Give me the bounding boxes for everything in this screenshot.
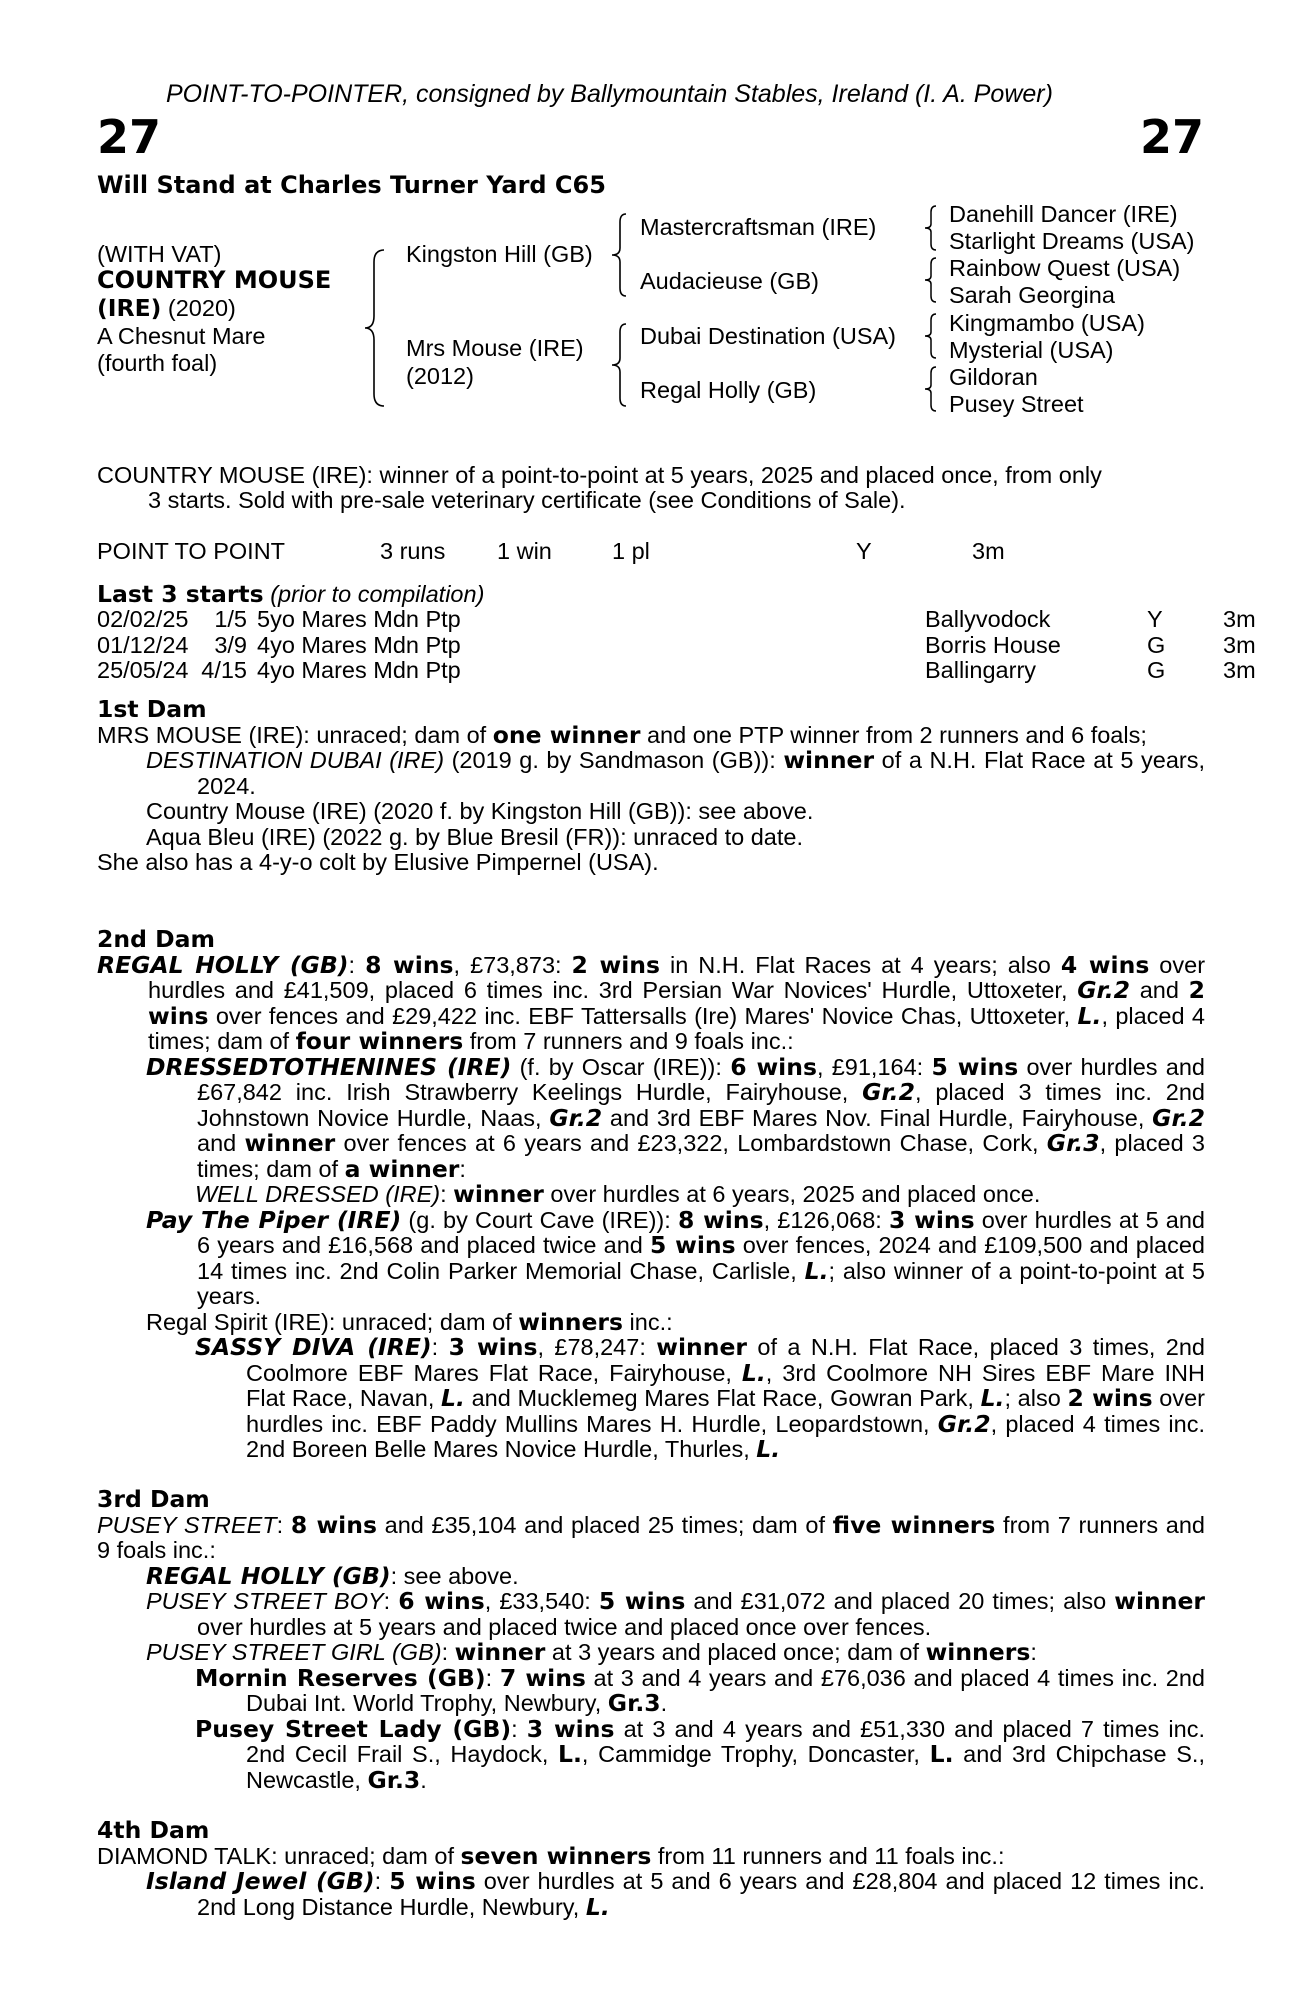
horse-name-suffix: (IRE) (2020) — [97, 294, 236, 322]
ggp-8: Pusey Street — [949, 391, 1084, 417]
pedigree-brace-main — [362, 248, 392, 408]
pedigree-brace-dam — [608, 322, 634, 408]
pedigree-brace-g1 — [920, 204, 942, 252]
produce-entry: PUSEY STREET BOY: 6 wins, £33,540: 5 wins and £31,072 and placed 20 times; also winner over hurdles at 5 years and placed twice and placed once over fences. — [146, 1587, 1206, 1640]
ptp-label: POINT TO POINT — [97, 538, 286, 564]
start-row: 25/05/24 4/15 4yo Mares Mdn Ptp Ballingarry G 3m — [97, 657, 1256, 683]
ptp-placed: 1 pl — [612, 538, 650, 564]
produce-entry: Mornin Reserves (GB): 7 wins at 3 and 4 years and £76,036 and placed 4 times inc. 2nd Dubai Int. World Trophy, Newbury, Gr.3. — [195, 1663, 1205, 1717]
dam-year: (2012) — [406, 363, 474, 389]
produce-entry: Regal Spirit (IRE): unraced; dam of winners inc.: — [146, 1307, 673, 1336]
pedigree-brace-g2 — [920, 256, 942, 304]
sire-dam: Audacieuse (GB) — [640, 268, 819, 294]
ggp-5: Kingmambo (USA) — [949, 310, 1145, 336]
produce-entry: Aqua Bleu (IRE) (2022 g. by Blue Bresil (FR)): unraced to date. — [146, 823, 804, 850]
produce-note: She also has a 4-y-o colt by Elusive Pimpernel (USA). — [97, 849, 659, 875]
produce-entry: Country Mouse (IRE) (2020 f. by Kingston Hill (GB)): see above. — [146, 798, 814, 824]
produce-entry: DESTINATION DUBAI (IRE) (2019 g. by Sandmason (GB)): winner of a N.H. Flat Race at 5 years, 2024. — [146, 746, 1205, 799]
ggp-3: Rainbow Quest (USA) — [949, 255, 1181, 281]
first-dam-section: 1st Dam MRS MOUSE (IRE): unraced; dam of one winner and one PTP winner from 2 runners and 6 foals; DESTINATION DUBAI (IRE) (2019 g. by Sandmason (GB)): winner of a N.H. Flat Race at 5 years, 2024. Country Mouse (IRE) (2020 f. by Kingston Hill (GB)): see above. Aqua Bleu (IRE) (2022 g. by Blue Bresil (FR)): unraced to date. She also has a 4-y-o colt by Elusive Pimpernel (USA). — [97, 695, 1205, 875]
dam-entry: PUSEY STREET: 8 wins and £35,104 and placed 25 times; dam of five winners from 7 runners and 9 foals inc.: — [97, 1510, 1205, 1563]
summary-line-2: 3 starts. Sold with pre-sale veterinary certificate (see Conditions of Sale). — [148, 487, 906, 513]
dam-sire: Dubai Destination (USA) — [640, 323, 896, 349]
last-starts-table — [97, 607, 1256, 684]
produce-entry: DRESSEDTOTHENINES (IRE) (f. by Oscar (IRE)): 6 wins, £91,164: 5 wins over hurdles and £67,842 inc. Irish Strawberry Keelings Hurdle, Fairyhouse, Gr.2, placed 3 times inc. 2nd Johnstown Novice Hurdle, Naas, Gr.2 and 3rd EBF Mares Nov. Final Hurdle, Fairyhouse, Gr.2 and winner over fences at 6 years and £23,322, Lombardstown Chase, Cork, Gr.3, placed 3 times; dam of a winner: — [146, 1052, 1205, 1183]
start-row: 01/12/24 3/9 4yo Mares Mdn Ptp Borris House G 3m — [97, 631, 1256, 658]
vat-note: (WITH VAT) — [97, 241, 222, 267]
pedigree-brace-g3 — [920, 312, 942, 360]
ptp-runs: 3 runs — [380, 538, 446, 564]
consignor-line: POINT-TO-POINTER, consigned by Ballymountain Stables, Ireland (I. A. Power) — [166, 80, 1053, 108]
produce-entry: Pay The Piper (IRE) (g. by Court Cave (IRE)): 8 wins, £126,068: 3 wins over hurdles at 5 and 6 years and £16,568 and placed twice and 5 wins over fences, 2024 and £109,500 and placed 14 times inc. 2nd Colin Parker Memorial Chase, Carlisle, L.; also winner of a point-to-point at 5 years. — [146, 1205, 1206, 1309]
sire-sire: Mastercraftsman (IRE) — [640, 214, 877, 240]
dam-dam: Regal Holly (GB) — [640, 377, 817, 403]
fourth-dam-section: 4th Dam DIAMOND TALK: unraced; dam of seven winners from 11 runners and 11 foals inc.: Island Jewel (GB): 5 wins over hurdles at 5 and 6 years and £28,804 and placed 12 times inc. 2nd Long Distance Hurdle, Newbury, L. — [97, 1816, 1205, 1921]
horse-name: COUNTRY MOUSE — [97, 266, 332, 294]
dam: Mrs Mouse (IRE) — [406, 335, 584, 361]
horse-description: A Chesnut Mare — [97, 323, 266, 349]
ggp-4: Sarah Georgina — [949, 282, 1115, 308]
ptp-wins: 1 win — [497, 538, 552, 564]
sire: Kingston Hill (GB) — [406, 241, 593, 267]
produce-entry: PUSEY STREET GIRL (GB): winner at 3 years and placed once; dam of winners: — [146, 1638, 1037, 1666]
lot-number-left: 27 — [97, 110, 162, 164]
produce-entry: SASSY DIVA (IRE): 3 wins, £78,247: winner of a N.H. Flat Race, placed 3 times, 2nd Coolmore EBF Mares Flat Race, Fairyhouse, L., 3rd Coolmore NH Sires EBF Mare INH Flat Race, Navan, L. and Mucklemeg Mares Flat Race, Gowran Park, L.; also 2 wins over hurdles inc. EBF Paddy Mullins Mares H. Hurdle, Leopardstown, Gr.2, placed 4 times inc. 2nd Boreen Belle Mares Novice Hurdle, Thurles, L. — [195, 1333, 1206, 1463]
dam-entry: DIAMOND TALK: unraced; dam of seven winners from 11 runners and 11 foals inc.: — [97, 1841, 1005, 1870]
start-row: 02/02/25 1/5 5yo Mares Mdn Ptp Ballyvodock Y 3m — [97, 606, 1256, 632]
third-dam-section: 3rd Dam PUSEY STREET: 8 wins and £35,104 and placed 25 times; dam of five winners from 7 runners and 9 foals inc.: REGAL HOLLY (GB): see above. PUSEY STREET BOY: 6 wins, £33,540: 5 wins and £31,072 and placed 20 times; also winner over hurdles at 5 years and placed twice and placed once over fences. PUSEY STREET GIRL (GB): winner at 3 years and placed once; dam of winners: Mornin Reserves (GB): 7 wins at 3 and 4 years and £76,036 and placed 4 times inc. 2nd Dubai Int. World Trophy, Newbury, Gr.3. Pusey Street Lady (GB): 3 wins at 3 and 4 years and £51,330 and placed 7 times inc. 2nd Cecil Frail S., Haydock, L., Cammidge Trophy, Doncaster, L. and 3rd Chipchase S., Newcastle, Gr.3. — [97, 1485, 1206, 1794]
ptp-going: Y — [856, 538, 872, 564]
ggp-2: Starlight Dreams (USA) — [949, 228, 1195, 254]
summary-line-1: COUNTRY MOUSE (IRE): winner of a point-to-point at 5 years, 2025 and placed once, from only — [97, 462, 1102, 488]
produce-entry: Island Jewel (GB): 5 wins over hurdles at 5 and 6 years and £28,804 and placed 12 times inc. 2nd Long Distance Hurdle, Newbury, L. — [146, 1867, 1205, 1921]
produce-entry: Pusey Street Lady (GB): 3 wins at 3 and 4 years and £51,330 and placed 7 times inc. 2nd Cecil Frail S., Haydock, L., Cammidge Trophy, Doncaster, L. and 3rd Chipchase S., Newcastle, Gr.3. — [195, 1714, 1205, 1794]
ggp-6: Mysterial (USA) — [949, 337, 1114, 363]
foal-number: (fourth foal) — [97, 350, 218, 376]
pedigree-brace-sire — [608, 212, 634, 298]
pedigree-brace-g4 — [920, 365, 942, 413]
lot-number-right: 27 — [1140, 110, 1205, 164]
second-dam-section: 2nd Dam REGAL HOLLY (GB): 8 wins, £73,873: 2 wins in N.H. Flat Races at 4 years; also 4 wins over hurdles and £41,509, placed 6 times inc. 3rd Persian War Novices' Hurdle, Uttoxeter, Gr.2 and 2 wins over fences and £29,422 inc. EBF Tattersalls (Ire) Mares' Novice Chas, Uttoxeter, L., placed 4 times; dam of four winners from 7 runners and 9 foals inc.: DRESSEDTOTHENINES (IRE) (f. by Oscar (IRE)): 6 wins, £91,164: 5 wins over hurdles and £67,842 inc. Irish Strawberry Keelings Hurdle, Fairyhouse, Gr.2, placed 3 times inc. 2nd Johnstown Novice Hurdle, Naas, Gr.2 and 3rd EBF Mares Nov. Final Hurdle, Fairyhouse, Gr.2 and winner over fences at 6 years and £23,322, Lombardstown Chase, Cork, Gr.3, placed 3 times; dam of a winner: WELL DRESSED (IRE): winner over hurdles at 6 years, 2025 and placed once. Pay The Piper (IRE) (g. by Court Cave (IRE)): 8 wins, £126,068: 3 wins over hurdles at 5 and 6 years and £16,568 and placed twice and 5 wins over fences, 2024 and £109,500 and placed 14 times inc. 2nd Colin Parker Memorial Chase, Carlisle, L.; also winner of a point-to-point at 5 years. Regal Spirit (IRE): unraced; dam of winners inc.: SASSY DIVA (IRE): 3 wins, £78,247: winner of a N.H. Flat Race, placed 3 times, 2nd Coolmore EBF Mares Flat Race, Fairyhouse, L., 3rd Coolmore NH Sires EBF Mare INH Flat Race, Navan, L. and Mucklemeg Mares Flat Race, Gowran Park, L.; also 2 wins over hurdles inc. EBF Paddy Mullins Mares H. Hurdle, Leopardstown, Gr.2, placed 4 times inc. 2nd Boreen Belle Mares Novice Hurdle, Thurles, L. — [97, 925, 1206, 1463]
ggp-1: Danehill Dancer (IRE) — [949, 201, 1178, 227]
last-starts-heading: Last 3 starts (prior to compilation) — [97, 580, 485, 608]
ptp-distance: 3m — [972, 538, 1005, 564]
ggp-7: Gildoran — [949, 364, 1038, 390]
produce-entry: REGAL HOLLY (GB): see above. — [146, 1561, 519, 1590]
dam-entry: MRS MOUSE (IRE): unraced; dam of one winner and one PTP winner from 2 runners and 6 foals; — [97, 720, 1147, 749]
dam-entry: REGAL HOLLY (GB): 8 wins, £73,873: 2 wins in N.H. Flat Races at 4 years; also 4 wins over hurdles and £41,509, placed 6 times inc. 3rd Persian War Novices' Hurdle, Uttoxeter, Gr.2 and 2 wins over fences and £29,422 inc. EBF Tattersalls (Ire) Mares' Novice Chas, Uttoxeter, L., placed 4 times; dam of four winners from 7 runners and 9 foals inc.: — [97, 950, 1206, 1055]
produce-entry: WELL DRESSED (IRE): winner over hurdles at 6 years, 2025 and placed once. — [195, 1180, 1041, 1208]
stand-location: Will Stand at Charles Turner Yard C65 — [97, 171, 606, 199]
